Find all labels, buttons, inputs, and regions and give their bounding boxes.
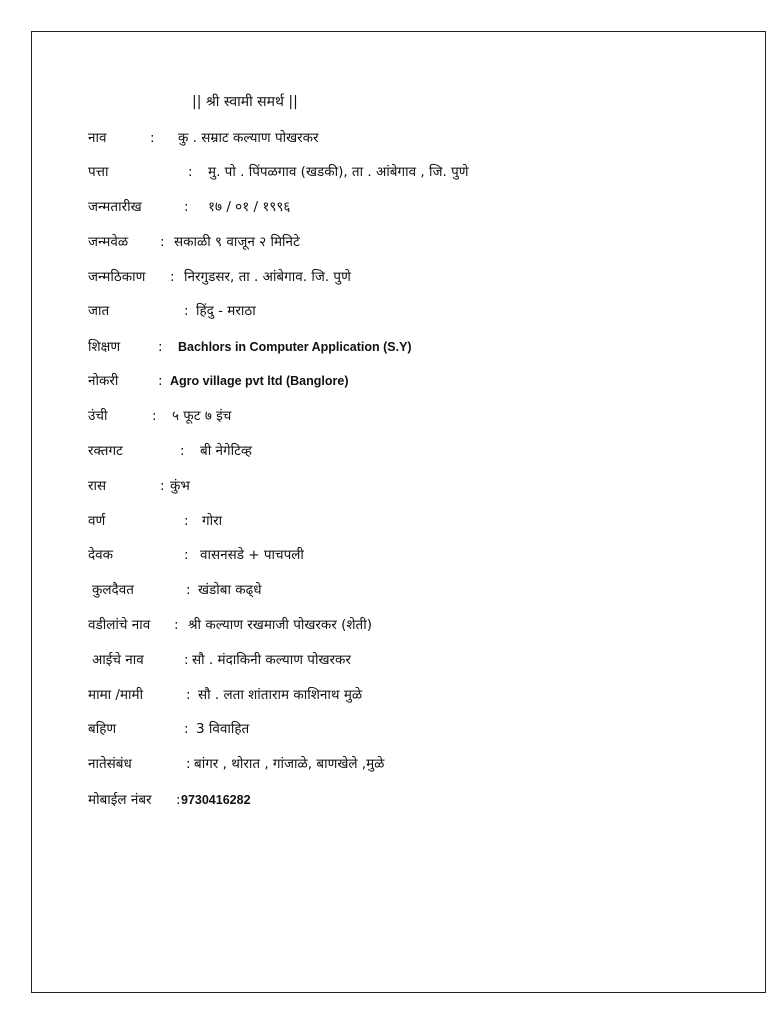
field-separator: : (186, 756, 191, 772)
field-separator: : (176, 792, 181, 808)
field-value: बांगर , थोरात , गांजाळे, बाणखेले ,मुळे (194, 756, 385, 772)
field-separator: : (160, 234, 165, 250)
field-separator: : (186, 687, 191, 703)
field-value: Agro village pvt ltd (Banglore) (170, 374, 349, 388)
document-heading: || श्री स्वामी समर्थ || (192, 94, 298, 110)
field-separator: : (184, 652, 189, 668)
field-value: सौ . मंदाकिनी कल्याण पोखरकर (192, 652, 351, 668)
field-value: खंडोबा कढ्धे (198, 582, 262, 598)
field-value: मु. पो . पिंपळगाव (खडकी), ता . आंबेगाव , जि. पुणे (208, 164, 469, 180)
field-separator: : (158, 373, 163, 389)
field-label: नातेसंबंध (88, 756, 132, 772)
field-value: बी नेगेटिव्ह (200, 443, 252, 459)
field-value: Bachlors in Computer Application (S.Y) (178, 340, 412, 354)
field-separator: : (170, 269, 175, 285)
field-value: श्री कल्याण रखमाजी पोखरकर (शेती) (188, 617, 373, 633)
field-label: रक्तगट (88, 443, 123, 459)
field-label: मामा /मामी (88, 687, 144, 703)
field-separator: : (152, 408, 157, 424)
field-separator: : (160, 478, 165, 494)
field-label: वडीलांचे नाव (88, 617, 151, 633)
field-label: शिक्षण (88, 339, 121, 355)
field-separator: : (188, 164, 193, 180)
field-separator: : (186, 582, 191, 598)
field-label: नोकरी (88, 373, 119, 389)
field-value: 9730416282 (181, 793, 251, 807)
field-value: ५ फूट ७ इंच (172, 408, 232, 424)
field-value: १७ / ०१ / १९९६ (208, 199, 291, 215)
field-label: जन्मठिकाण (88, 269, 146, 285)
field-value: सौ . लता शांताराम काशिनाथ मुळे (198, 687, 363, 703)
field-separator: : (150, 130, 155, 146)
field-separator: : (184, 199, 189, 215)
field-label: जन्मवेळ (88, 234, 129, 250)
field-label: जन्मतारीख (88, 199, 142, 215)
field-value: कुंभ (170, 478, 190, 494)
field-value: कु . सम्राट कल्याण पोखरकर (178, 130, 319, 146)
field-value: सकाळी ९ वाजून २ मिनिटे (174, 234, 300, 250)
field-separator: : (180, 443, 185, 459)
field-separator: : (184, 513, 189, 529)
field-separator: : (158, 339, 163, 355)
field-label: रास (88, 478, 107, 494)
field-value: निरगुडसर, ता . आंबेगाव. जि. पुणे (184, 269, 351, 285)
field-label: जात (88, 303, 110, 319)
field-separator: : (174, 617, 179, 633)
field-value: वासनसडे + पाचपली (200, 547, 304, 563)
field-label: वर्ण (88, 513, 106, 529)
field-label: कुलदैवत (92, 582, 134, 598)
field-label: आईचे नाव (92, 652, 144, 668)
field-separator: : (184, 721, 189, 737)
field-label: बहिण (88, 721, 117, 737)
field-label: मोबाईल नंबर (88, 792, 152, 808)
field-label: नाव (88, 130, 107, 146)
field-value: गोरा (202, 513, 223, 529)
field-label: देवक (88, 547, 114, 563)
field-label: पत्ता (88, 164, 109, 180)
field-value: 3 विवाहित (196, 721, 250, 737)
field-label: उंची (88, 408, 108, 424)
field-value: हिंदु - मराठा (196, 303, 256, 319)
field-separator: : (184, 303, 189, 319)
field-separator: : (184, 547, 189, 563)
